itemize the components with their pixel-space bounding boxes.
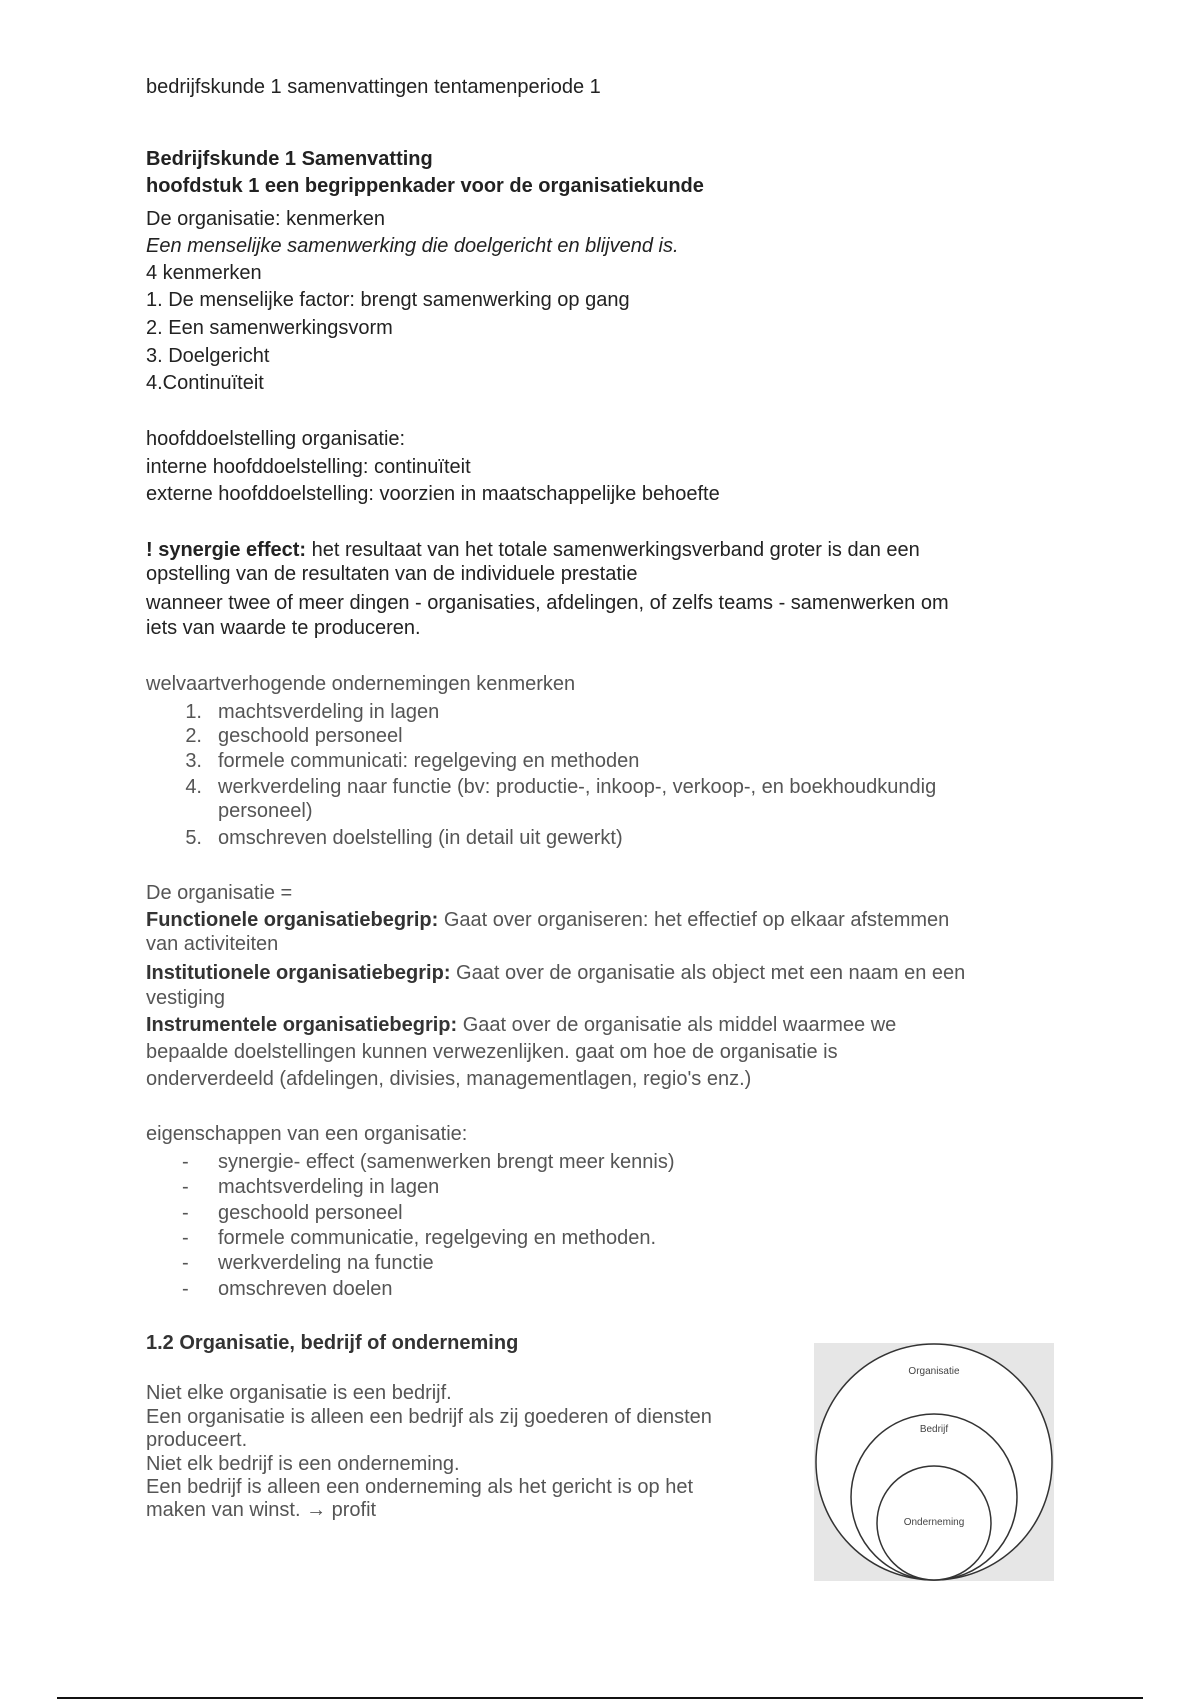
subheading-kenmerken: De organisatie: kenmerken	[146, 208, 386, 230]
list-number: 5.	[185, 827, 202, 849]
document-title: Bedrijfskunde 1 Samenvatting	[146, 148, 433, 170]
bullet-dash: -	[182, 1176, 189, 1198]
welvaart-item: formele communicati: regelgeving en methoden	[218, 750, 640, 772]
instrumenteel-line: onderverdeeld (afdelingen, divisies, managementlagen, regio's enz.)	[146, 1068, 752, 1090]
eigenschap-item: formele communicatie, regelgeving en methoden.	[218, 1227, 657, 1249]
welvaart-heading: welvaartverhogende ondernemingen kenmerken	[146, 673, 576, 695]
kenmerk-item: 1. De menselijke factor: brengt samenwerking op gang	[146, 289, 630, 311]
welvaart-item: werkverdeling naar functie (bv: productie-, inkoop-, verkoop-, en boekhoudkundig	[218, 776, 937, 798]
institutioneel-text: Gaat over de organisatie als object met een naam en een	[450, 962, 966, 984]
eigenschappen-heading: eigenschappen van een organisatie:	[146, 1123, 468, 1145]
begrippen-intro: De organisatie =	[146, 882, 293, 904]
bullet-dash: -	[182, 1252, 189, 1274]
label-organisatie: Organisatie	[908, 1366, 960, 1377]
kenmerk-item: 3. Doelgericht	[146, 345, 270, 367]
synergie-line: iets van waarde te produceren.	[146, 617, 421, 639]
label-onderneming: Onderneming	[903, 1517, 965, 1528]
section-1-2-line: Een organisatie is alleen een bedrijf als zij goederen of diensten	[146, 1406, 712, 1428]
functioneel-text: Gaat over organiseren: het effectief op elkaar afstemmen	[438, 909, 950, 931]
eigenschap-item: machtsverdeling in lagen	[218, 1176, 440, 1198]
instrumenteel-line: bepaalde doelstellingen kunnen verwezenlijken. gaat om hoe de organisatie is	[146, 1041, 838, 1063]
kenmerk-item: 2. Een samenwerkingsvorm	[146, 317, 393, 339]
doelstelling-heading: hoofddoelstelling organisatie:	[146, 428, 406, 450]
synergie-line: wanneer twee of meer dingen - organisaties, afdelingen, of zelfs teams - samenwerken om	[146, 592, 949, 614]
section-1-2-line: produceert.	[146, 1429, 248, 1451]
welvaart-item-continuation: personeel)	[218, 800, 313, 822]
synergie-text: het resultaat van het totale samenwerkingsverband groter is dan een	[306, 539, 920, 561]
kenmerk-item: 4.Continuïteit	[146, 372, 264, 394]
welvaart-item: geschoold personeel	[218, 725, 403, 747]
footer-rule	[57, 1697, 1143, 1699]
organisatie-definition: Een menselijke samenwerking die doelgericht en blijvend is.	[146, 235, 679, 257]
interne-doelstelling: interne hoofddoelstelling: continuïteit	[146, 456, 471, 478]
eigenschap-item: synergie- effect (samenwerken brengt meer kennis)	[218, 1151, 675, 1173]
list-number: 3.	[185, 750, 202, 772]
functioneel-term: Functionele organisatiebegrip:	[146, 909, 439, 931]
bullet-dash: -	[182, 1151, 189, 1173]
functioneel-line: van activiteiten	[146, 933, 279, 955]
institutioneel-begrip	[146, 962, 965, 984]
bullet-dash: -	[182, 1202, 189, 1224]
synergie-term: ! synergie effect:	[146, 539, 307, 561]
section-1-2-line: Een bedrijf is alleen een onderneming als het gericht is op het	[146, 1476, 694, 1498]
section-1-2-line: Niet elk bedrijf is een onderneming.	[146, 1453, 460, 1475]
kenmerken-label: 4 kenmerken	[146, 262, 262, 284]
instrumenteel-begrip	[146, 1014, 896, 1036]
instrumenteel-text: Gaat over de organisatie als middel waarmee we	[457, 1014, 897, 1036]
list-number: 4.	[185, 776, 202, 798]
eigenschap-item: werkverdeling na functie	[218, 1252, 434, 1274]
list-number: 2.	[185, 725, 202, 747]
welvaart-item: machtsverdeling in lagen	[218, 701, 440, 723]
bullet-dash: -	[182, 1227, 189, 1249]
section-1-2-line: Niet elke organisatie is een bedrijf.	[146, 1382, 452, 1404]
welvaart-item: omschreven doelstelling (in detail uit gewerkt)	[218, 827, 623, 849]
running-title: bedrijfskunde 1 samenvattingen tentamenperiode 1	[146, 76, 601, 98]
section-1-2-line: maken van winst. → profit	[146, 1499, 377, 1521]
synergie-definition	[146, 539, 920, 561]
label-bedrijf: Bedrijf	[919, 1424, 949, 1435]
nested-circles-svg	[814, 1343, 1054, 1581]
institutioneel-term: Institutionele organisatiebegrip:	[146, 962, 451, 984]
instrumenteel-term: Instrumentele organisatiebegrip:	[146, 1014, 458, 1036]
eigenschap-item: geschoold personeel	[218, 1202, 403, 1224]
bullet-dash: -	[182, 1278, 189, 1300]
synergie-line: opstelling van de resultaten van de individuele prestatie	[146, 563, 638, 585]
eigenschap-item: omschreven doelen	[218, 1278, 393, 1300]
list-number: 1.	[185, 701, 202, 723]
functioneel-begrip	[146, 909, 949, 931]
externe-doelstelling: externe hoofddoelstelling: voorzien in maatschappelijke behoefte	[146, 483, 720, 505]
chapter-title: hoofdstuk 1 een begrippenkader voor de organisatiekunde	[146, 175, 704, 197]
section-1-2-heading: 1.2 Organisatie, bedrijf of onderneming	[146, 1332, 519, 1354]
institutioneel-line: vestiging	[146, 987, 225, 1009]
nested-circles-diagram	[814, 1343, 1054, 1581]
